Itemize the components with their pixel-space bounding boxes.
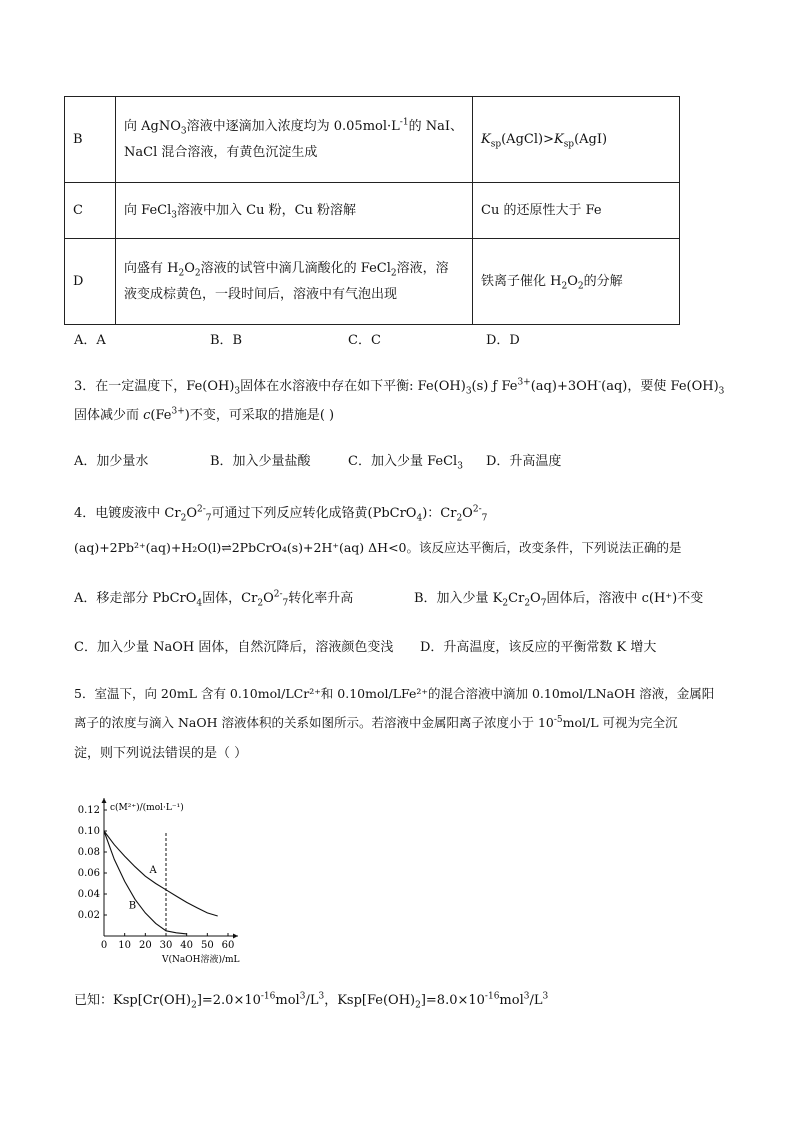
q4-option-a[interactable]: A．移走部分 PbCrO$_4$固体，$Cr_2O^{2-}_7$转化率升高	[74, 589, 354, 609]
y-tick-label: 0.10	[77, 826, 100, 837]
table-row	[65, 239, 680, 325]
q2-option-c[interactable]: C．C	[348, 333, 381, 348]
y-tick-label: 0.06	[77, 868, 100, 879]
procedure-cell: 向 FeCl$_3$溶液中加入 Cu 粉，Cu 粉溶解	[116, 183, 473, 239]
table-row	[65, 183, 680, 239]
y-tick-label: 0.02	[77, 910, 100, 921]
q5-stem-line1: 5．室温下，向 20mL 含有 0.10mol/LCr²⁺和 0.10mol/LFe²⁺的混合溶液中滴加 0.10mol/LNaOH 溶液，金属阳	[74, 686, 715, 701]
q2-option-d[interactable]: D．D	[486, 333, 520, 348]
q2-option-b[interactable]: B．B	[210, 333, 243, 348]
table-row	[65, 97, 680, 183]
x-tick-label: 30	[159, 940, 173, 951]
y-tick-label: 0.08	[77, 847, 100, 858]
q3-option-b[interactable]: B．加入少量盐酸	[210, 454, 311, 469]
q4-option-c[interactable]: C．加入少量 NaOH 固体，自然沉降后，溶液颜色变浅	[74, 640, 394, 655]
q3-option-a[interactable]: A．加少量水	[74, 454, 149, 469]
y-tick-label: 0.12	[77, 805, 100, 816]
procedure-cell: 向 AgNO$_3$溶液中逐滴加入浓度均为 $0.05mol\cdot L^{-1}$的 NaI、 NaCl 混合溶液，有黄色沉淀生成	[116, 97, 473, 183]
x-tick-label: 10	[118, 940, 132, 951]
series-b-label: B	[128, 900, 137, 912]
y-tick-label: 0.04	[77, 889, 100, 900]
y-axis-label: c(M²⁺)/(mol·L⁻¹)	[110, 803, 184, 813]
row-label: D	[65, 239, 116, 325]
series-a-label: A	[149, 865, 157, 876]
q3-option-d[interactable]: D．升高温度	[486, 454, 562, 469]
conclusion-cell: $K_{sp}(AgCl)>K_{sp}(AgI)$	[473, 97, 680, 183]
y-axis-arrow	[102, 798, 107, 803]
q4-stem-line1: 4．电镀废液中 $Cr_2O^{2-}_7$可通过下列反应转化成铬黄(PbCrO$_4$)：$Cr_2O^{2-}_7$	[74, 504, 488, 524]
q5-stem-line3: 淀，则下列说法错误的是（ ）	[74, 746, 248, 761]
x-tick-label: 20	[138, 940, 152, 951]
q4-option-d[interactable]: D．升高温度，该反应的平衡常数 K 增大	[420, 640, 657, 655]
chart-ticks	[78, 805, 235, 951]
q3-stem-line2: 固体减少而 $c(Fe^{3+})$不变，可采取的措施是( )	[74, 406, 335, 423]
row-label: C	[65, 183, 116, 239]
q2-option-a[interactable]: A．A	[74, 333, 106, 348]
q3-option-c[interactable]: C．加入少量 FeCl$_3$	[348, 454, 463, 472]
known-ksp-line: 已知：$Ksp[Cr(OH)_2]=2.0\times 10^{-16}mol^3/L^3$，$Ksp[Fe(OH)_2]=8.0\times 10^{-16}mol^3/L^3$	[74, 991, 549, 1011]
q4-option-b[interactable]: B．加入少量 $K_2Cr_2O_7$固体后，溶液中 c(H⁺)不变	[414, 591, 704, 609]
q5-stem-line2: 离子的浓度与滴入 NaOH 溶液体积的关系如图所示。若溶液中金属阳离子浓度小于 $10^{-5}mol/L$ 可视为完全沉	[74, 714, 678, 730]
x-axis-arrow	[233, 934, 238, 939]
x-tick-label: 40	[180, 940, 194, 951]
x-tick-label: 0	[100, 940, 108, 951]
x-tick-label: 60	[221, 940, 235, 951]
x-axis-label: V(NaOH溶液)/mL	[162, 955, 240, 965]
q4-stem-line2: (aq)+2Pb²⁺(aq)+H₂O(l)⇌2PbCrO₄(s)+2H⁺(aq) ΔH<0。该反应达平衡后，改变条件，下列说法正确的是	[74, 540, 682, 555]
conclusion-cell: 铁离子催化 $H_2O_2$的分解	[473, 239, 680, 325]
chart-axes	[102, 798, 239, 939]
row-label: B	[65, 97, 116, 183]
x-tick-label: 50	[200, 940, 214, 951]
conclusion-cell: Cu 的还原性大于 Fe	[473, 183, 680, 239]
concentration-chart	[70, 792, 270, 972]
q3-stem-line1: 3．在一定温度下，$Fe(OH)_3$固体在水溶液中存在如下平衡: $Fe(OH)_3(s)$ ƒ $Fe^{3+}(aq)+3OH^-(aq)$，要使 $Fe(OH)_3$	[74, 377, 725, 397]
procedure-cell: 向盛有 $H_2O_2$溶液的试管中滴几滴酸化的 FeCl$_2$溶液，溶 液变成棕黄色，一段时间后，溶液中有气泡出现	[116, 239, 473, 325]
answer-table	[64, 96, 680, 325]
chart-series	[104, 831, 218, 936]
